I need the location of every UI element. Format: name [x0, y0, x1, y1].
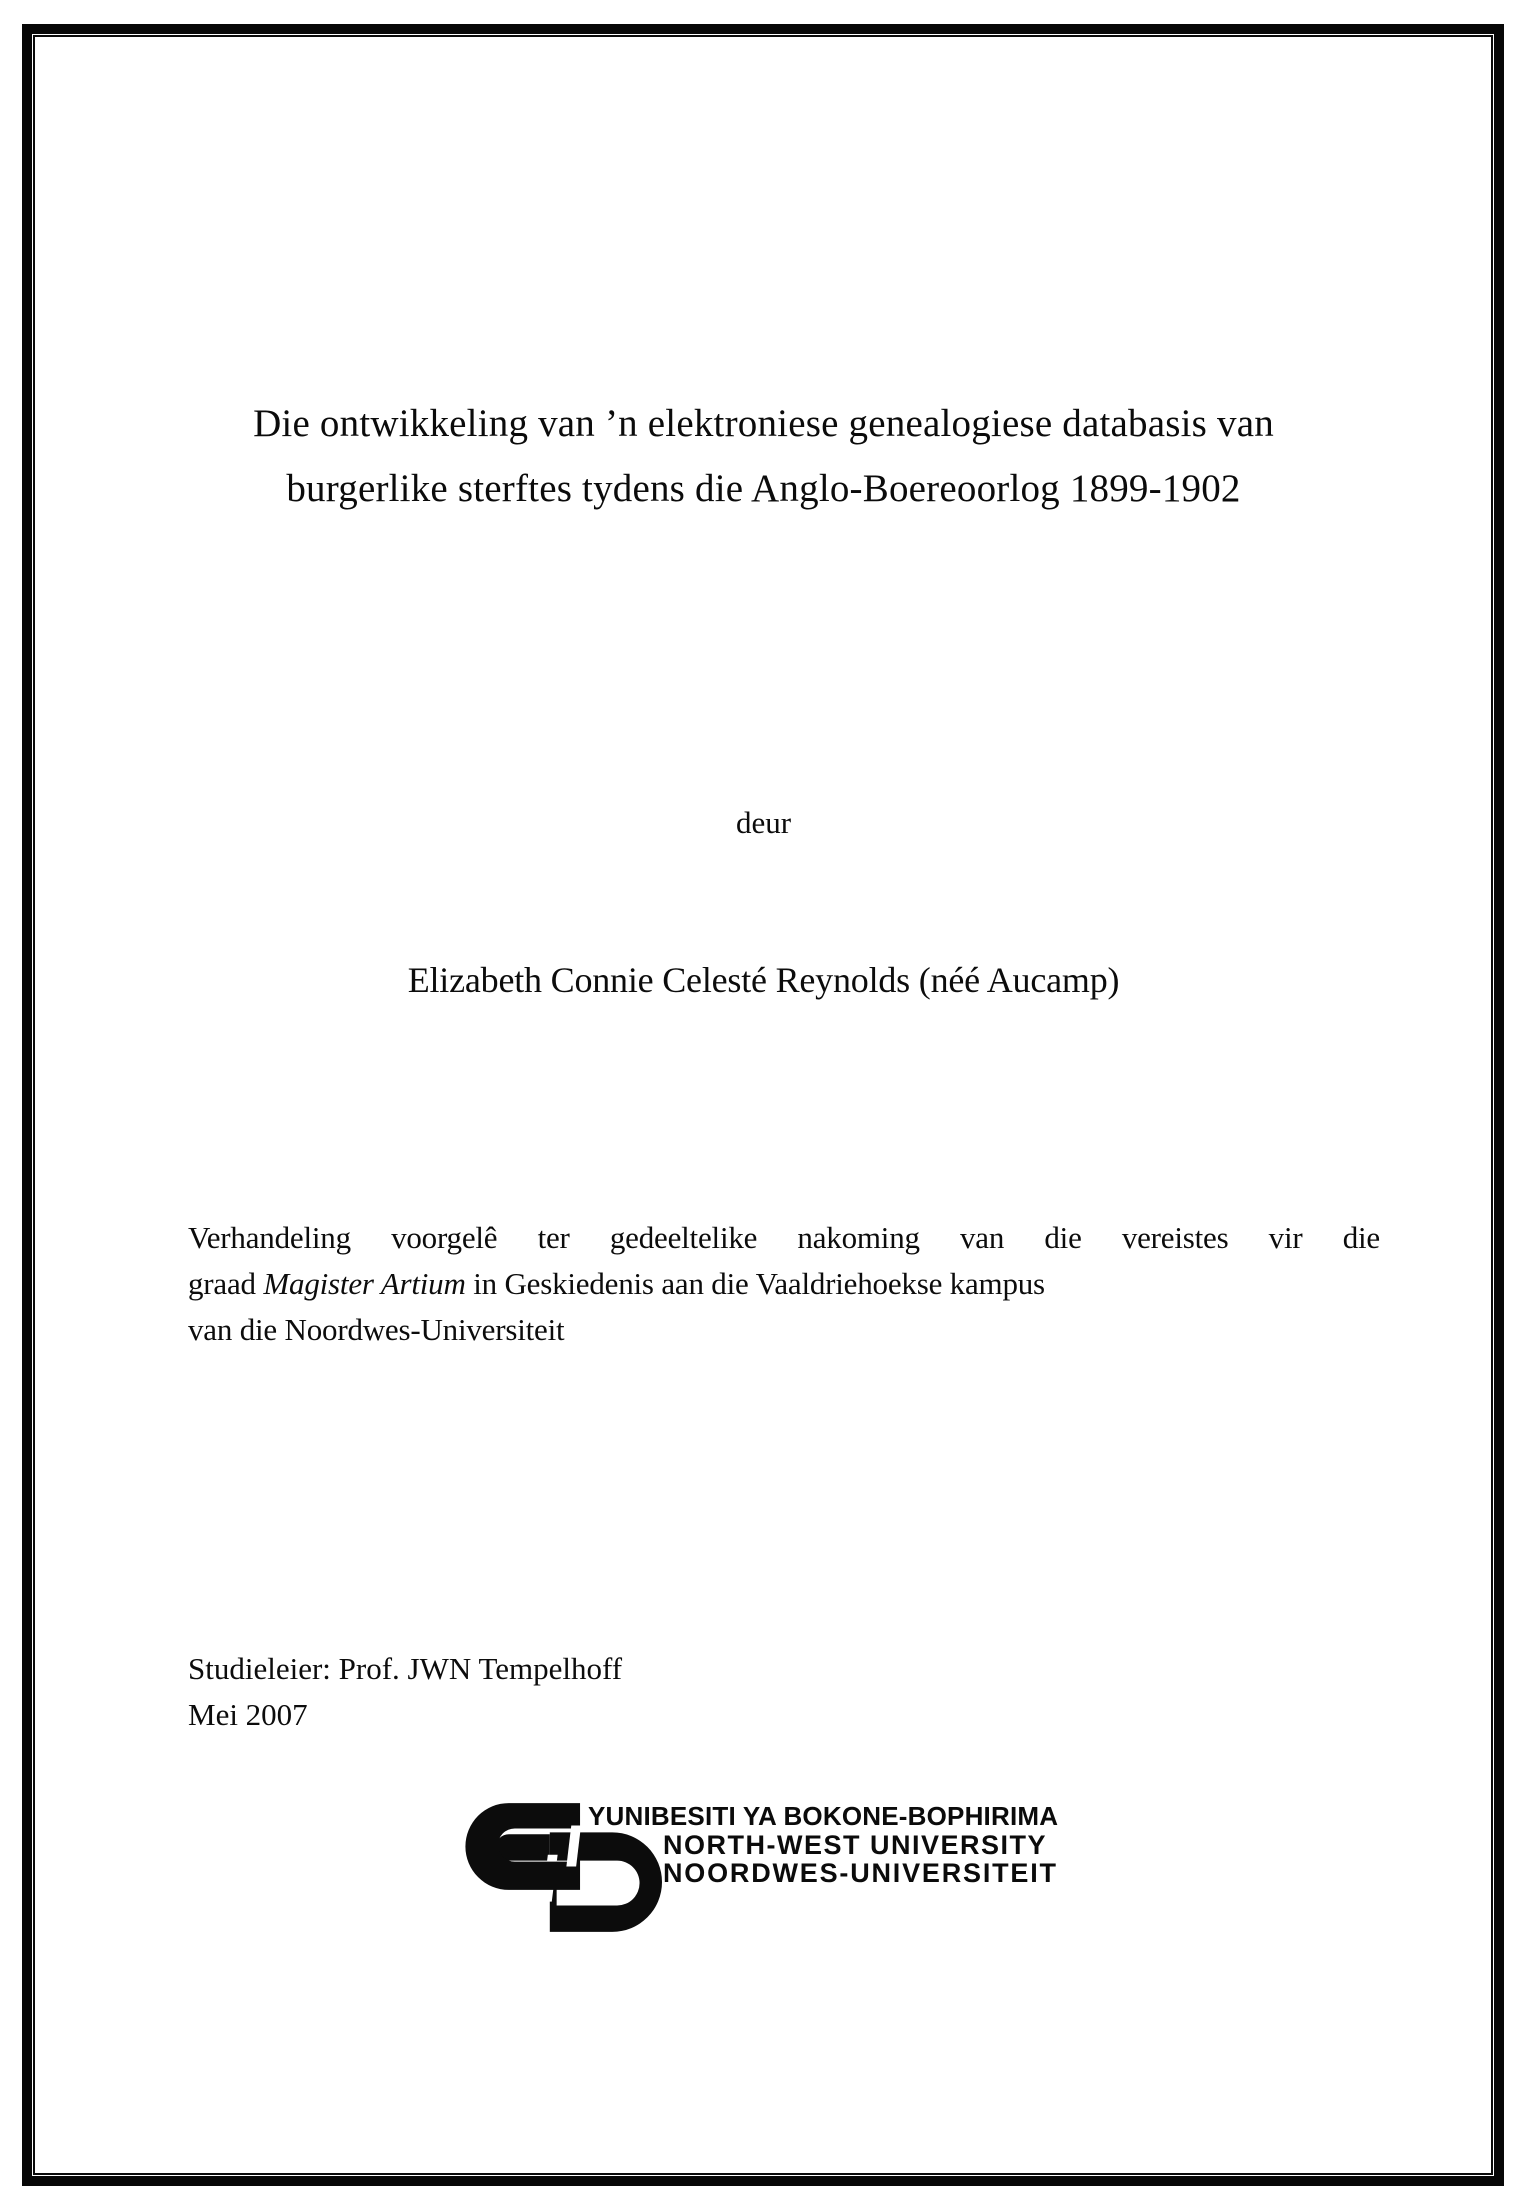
title-line-2: burgerlike sterftes tydens die Anglo-Boereoorlog 1899-1902 — [286, 467, 1241, 510]
date-line: Mei 2007 — [188, 1697, 308, 1732]
declaration-line-3: van die Noordwes-Universiteit — [188, 1312, 565, 1347]
declaration-paragraph — [188, 1215, 1380, 1353]
declaration-line-2-suffix: in Geskiedenis aan die Vaaldriehoekse kampus — [465, 1266, 1045, 1301]
supervisor-line: Studieleier: Prof. JWN Tempelhoff — [188, 1651, 623, 1686]
thesis-title — [0, 391, 1527, 521]
logo-line-2: NORTH-WEST UNIVERSITY — [663, 1830, 1048, 1860]
logo-wordmark — [588, 1801, 1058, 1887]
declaration-line-2 — [188, 1261, 1380, 1307]
byline-deur: deur — [735, 805, 792, 840]
supervisor-block — [188, 1646, 622, 1738]
declaration-line-1: Verhandeling voorgelê ter gedeeltelike nakoming van die vereistes vir die — [188, 1220, 1380, 1255]
magister-artium-degree: Magister Artium — [263, 1266, 466, 1301]
author-name: Elizabeth Connie Celesté Reynolds (néé Aucamp) — [407, 960, 1120, 1000]
logo-line-3: NOORDWES-UNIVERSITEIT — [663, 1858, 1058, 1888]
title-line-1: Die ontwikkeling van ’n elektroniese genealogiese databasis van — [253, 402, 1274, 445]
declaration-line-2-prefix: graad — [188, 1266, 264, 1301]
logo-line-1: YUNIBESITI YA BOKONE-BOPHIRIMA — [588, 1801, 1059, 1831]
